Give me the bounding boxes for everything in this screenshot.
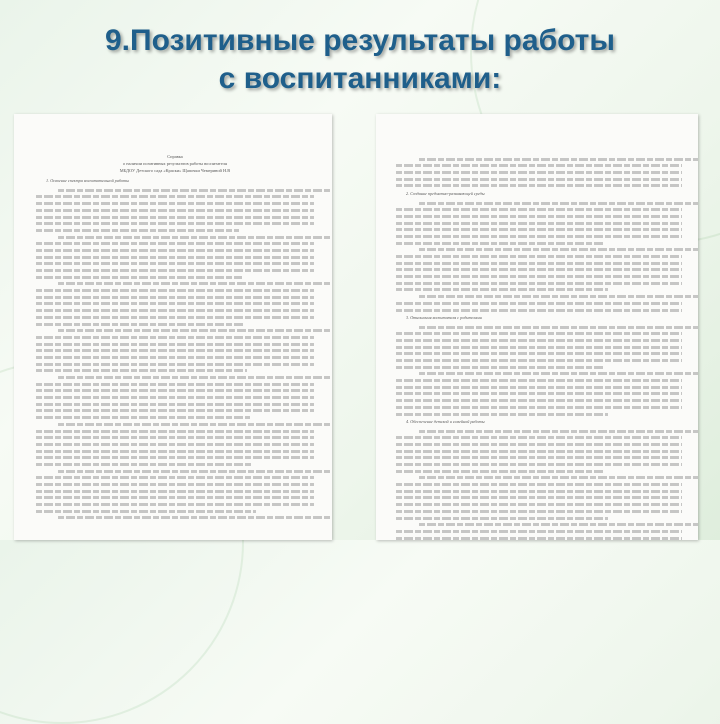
- text-line: [36, 256, 314, 259]
- text-line: [396, 288, 608, 291]
- text-line: [396, 503, 682, 506]
- text-line: [396, 470, 605, 473]
- text-line: [36, 343, 314, 346]
- text-line: [36, 242, 314, 245]
- text-line: [36, 309, 314, 312]
- text-line: [396, 406, 682, 409]
- text-line: [58, 329, 332, 332]
- text-line: [396, 242, 605, 245]
- text-line: [396, 275, 682, 278]
- text-line: [396, 392, 682, 395]
- text-line: [419, 430, 698, 433]
- text-line: [396, 399, 682, 402]
- text-line: [36, 496, 314, 499]
- text-line: [396, 352, 682, 355]
- text-line: [396, 490, 682, 493]
- document-header-line-3: МБДОУ Детского сада «Краски» Щапочки Чемериной Н.В: [119, 167, 231, 173]
- text-line: [396, 302, 682, 305]
- document-section-heading: 2. Создание предметно-развивающей среды: [406, 191, 485, 197]
- text-line: [419, 523, 698, 526]
- text-line: [396, 443, 682, 446]
- text-line: [36, 383, 314, 386]
- text-line: [396, 222, 682, 225]
- text-line: [396, 215, 682, 218]
- text-line: [58, 516, 332, 519]
- text-line: [36, 463, 253, 466]
- text-line: [58, 376, 332, 379]
- text-line: [36, 195, 314, 198]
- text-line: [36, 430, 314, 433]
- document-section-heading: 3. Отношения воспитателя с родителями: [406, 315, 482, 321]
- text-line: [36, 249, 314, 252]
- text-line: [396, 366, 605, 369]
- document-text-block: [396, 326, 682, 416]
- text-line: [36, 510, 256, 513]
- text-line: [396, 164, 682, 167]
- document-page-1: [14, 114, 332, 540]
- text-line: [36, 269, 314, 272]
- text-line: [36, 490, 314, 493]
- text-line: [58, 423, 332, 426]
- text-line: [396, 178, 682, 181]
- text-line: [396, 282, 682, 285]
- slide-title-line-2: с воспитанниками:: [218, 62, 502, 95]
- text-line: [396, 456, 682, 459]
- document-section-heading: 1. Освоение спектра воспитательной работы: [46, 178, 129, 184]
- text-line: [36, 289, 314, 292]
- text-line: [419, 372, 698, 375]
- text-line: [36, 503, 314, 506]
- document-header: [36, 154, 314, 174]
- text-line: [36, 336, 314, 339]
- text-line: [396, 332, 682, 335]
- text-line: [36, 456, 314, 459]
- text-line: [36, 216, 314, 219]
- text-line: [396, 510, 682, 513]
- text-line: [396, 450, 682, 453]
- text-line: [396, 463, 682, 466]
- slide-title: [0, 22, 720, 98]
- text-line: [396, 386, 682, 389]
- text-line: [36, 403, 314, 406]
- text-line: [396, 268, 682, 271]
- text-line: [36, 316, 314, 319]
- text-line: [396, 262, 682, 265]
- document-page-1-body: [36, 154, 314, 523]
- text-line: [396, 359, 682, 362]
- text-line: [36, 356, 314, 359]
- text-line: [396, 537, 682, 540]
- document-text-block: [36, 189, 314, 520]
- text-line: [36, 409, 314, 412]
- text-line: [396, 346, 682, 349]
- document-text-block: [396, 158, 682, 188]
- document-page-2-body: [396, 154, 682, 540]
- text-line: [36, 483, 314, 486]
- text-line: [396, 171, 682, 174]
- text-line: [396, 379, 682, 382]
- document-section-heading: 4. Обеспечение детской и семейной работы: [406, 419, 485, 425]
- text-line: [36, 349, 314, 352]
- text-line: [36, 416, 250, 419]
- document-header-line-2: о наличии позитивных результатов работы воспитателя: [122, 160, 227, 166]
- text-line: [419, 202, 698, 205]
- text-line: [36, 262, 314, 265]
- text-line: [396, 255, 682, 258]
- text-line: [58, 189, 332, 192]
- text-line: [36, 302, 314, 305]
- text-line: [36, 389, 314, 392]
- text-line: [36, 222, 314, 225]
- text-line: [396, 208, 682, 211]
- text-line: [58, 282, 332, 285]
- text-line: [419, 295, 698, 298]
- text-line: [419, 476, 698, 479]
- document-header-line-1: Справка: [167, 154, 183, 159]
- text-line: [396, 483, 682, 486]
- text-line: [36, 476, 314, 479]
- document-page-2: [376, 114, 698, 540]
- text-line: [58, 470, 332, 473]
- text-line: [396, 339, 682, 342]
- text-line: [36, 450, 314, 453]
- text-line: [396, 228, 682, 231]
- text-line: [36, 369, 247, 372]
- text-line: [396, 309, 682, 312]
- slide-title-line-1: 9.Позитивные результаты работы: [105, 24, 615, 57]
- text-line: [419, 248, 698, 251]
- text-line: [396, 436, 682, 439]
- text-line: [36, 209, 314, 212]
- text-line: [396, 413, 608, 416]
- text-line: [396, 496, 682, 499]
- text-line: [58, 236, 332, 239]
- text-line: [396, 184, 682, 187]
- text-line: [36, 443, 314, 446]
- document-text-block: [396, 430, 682, 540]
- text-line: [36, 436, 314, 439]
- text-line: [36, 396, 314, 399]
- text-line: [419, 326, 698, 329]
- text-line: [36, 323, 245, 326]
- document-text-block: [396, 202, 682, 312]
- text-line: [396, 517, 608, 520]
- text-line: [396, 530, 682, 533]
- text-line: [396, 235, 682, 238]
- text-line: [36, 296, 314, 299]
- text-line: [36, 202, 314, 205]
- text-line: [36, 363, 314, 366]
- text-line: [36, 229, 239, 232]
- text-line: [419, 158, 698, 161]
- text-line: [36, 276, 242, 279]
